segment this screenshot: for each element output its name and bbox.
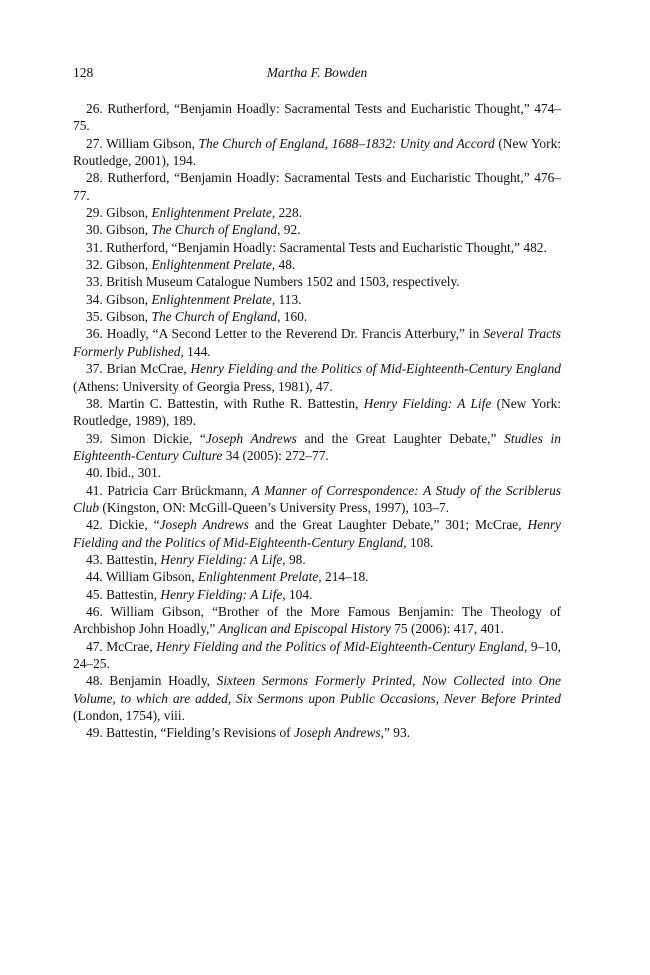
endnote-number: 46.: [86, 603, 103, 619]
endnote-text: Brian McCrae,: [106, 361, 191, 377]
endnote-text: William Gibson, “Brother of the More Famous Benjamin: The Theology of Archbishop John Hoadly,”: [73, 603, 561, 637]
endnote-text: Patricia Carr Brückmann,: [107, 482, 252, 498]
endnote-title-italic: Enlightenment Prelate: [151, 291, 272, 307]
running-head-author: Martha F. Bowden: [266, 65, 368, 80]
endnote-number: 26.: [86, 101, 103, 116]
endnote-title-italic: Henry Fielding: A Life,: [160, 586, 286, 602]
endnote-text: Battestin, “Fielding’s Revisions of: [106, 725, 294, 741]
endnote: [73, 291, 561, 308]
endnote: [73, 360, 561, 395]
endnote-text: (New York: Routledge, 1989), 189.: [73, 395, 561, 429]
endnote-text: Gibson,: [106, 205, 152, 221]
endnote-text: , 113.: [271, 291, 302, 307]
endnote: [73, 239, 561, 256]
endnote-text: ,” 93.: [380, 725, 411, 741]
endnote-title-italic: Enlightenment Prelate,: [197, 569, 322, 585]
endnote-number: 41.: [86, 482, 103, 498]
endnote-title-italic: Henry Fielding and the Politics of Mid-Eighteenth-Century England: [190, 361, 561, 377]
endnote-number: 45.: [86, 586, 103, 602]
endnote-text: William Gibson,: [106, 135, 199, 151]
endnote-text: Martin C. Battestin, with Ruthe R. Battestin,: [108, 395, 364, 411]
endnote: [73, 135, 561, 170]
endnote-text: and the Great Laughter Debate,” 301; McCrae,: [248, 517, 528, 533]
endnote-number: 49.: [86, 725, 103, 741]
endnote-text: Gibson,: [106, 309, 152, 325]
endnotes-list: [73, 100, 561, 742]
endnote-number: 29.: [86, 205, 103, 221]
endnote-number: 37.: [86, 361, 103, 377]
endnote-title-italic: Joseph Andrews: [159, 517, 249, 533]
endnote: [73, 308, 561, 325]
endnote-title-italic: Henry Fielding and the Politics of Mid-Eighteenth-Century England: [73, 517, 561, 550]
endnote-title-italic: Studies in Eighteenth-Century Culture: [73, 430, 561, 463]
endnote-number: 38.: [86, 395, 103, 411]
endnote-text: Hoadly, “A Second Letter to the Reverend Dr. Francis Atterbury,” in: [106, 326, 484, 342]
endnote-text: , 92.: [277, 222, 301, 238]
endnote: [73, 221, 561, 238]
endnote-text: 104.: [285, 586, 313, 602]
endnote-text: Gibson,: [106, 257, 152, 273]
endnote-text: 98.: [285, 551, 306, 567]
endnote: [73, 204, 561, 221]
endnote: [73, 100, 561, 135]
endnote: [73, 672, 561, 724]
endnote-text: (Kingston, ON: McGill-Queen’s University Press, 1997), 103–7.: [99, 499, 450, 515]
endnote-text: Dickie, “: [108, 517, 160, 533]
endnote-text: 34 (2005): 272–77.: [222, 447, 329, 463]
endnote-number: 31.: [86, 239, 103, 255]
endnote-title-italic: The Church of England, 1688–1832: Unity and Accord: [198, 135, 495, 151]
endnote-title-italic: Henry Fielding: A Life,: [160, 551, 286, 567]
endnote-number: 42.: [86, 517, 103, 533]
endnote-title-italic: Enlightenment Prelate: [151, 257, 272, 273]
endnote-text: Gibson,: [106, 291, 152, 307]
endnote-number: 30.: [86, 222, 103, 238]
endnote-title-italic: Enlightenment Prelate,: [151, 205, 276, 221]
endnote-text: Battestin,: [106, 586, 161, 602]
endnote-text: Battestin,: [106, 551, 161, 567]
endnote-number: 33.: [86, 274, 103, 290]
endnote-text: McCrae,: [106, 638, 157, 654]
endnote: [73, 395, 561, 430]
endnote-text: 75 (2006): 417, 401.: [390, 621, 504, 637]
endnote: [73, 256, 561, 273]
endnote-number: 44.: [86, 569, 103, 585]
endnote-title-italic: Anglican and Episcopal History: [218, 621, 391, 637]
endnote: [73, 430, 561, 465]
endnote: [73, 638, 561, 673]
endnote-number: 34.: [86, 291, 103, 307]
endnote-number: 35.: [86, 309, 103, 325]
endnote-text: Rutherford, “Benjamin Hoadly: Sacramental Tests and Eucharistic Thought,” 482.: [106, 239, 547, 255]
endnote-title-italic: Several Tracts Formerly Published: [73, 326, 561, 359]
endnote-number: 40.: [86, 465, 103, 481]
endnote-title-italic: Joseph Andrews: [293, 725, 381, 741]
endnote: [73, 568, 561, 585]
endnote-number: 39.: [86, 430, 103, 446]
endnote-number: 36.: [86, 326, 103, 342]
endnote: [73, 516, 561, 551]
endnote-text: (New York: Routledge, 2001), 194.: [73, 135, 562, 169]
endnote: [73, 603, 561, 638]
endnote-text: Simon Dickie, “: [110, 430, 206, 446]
endnote-text: , 9–10, 24–25.: [73, 638, 561, 671]
endnote-text: (Athens: University of Georgia Press, 1981), 47.: [73, 378, 333, 394]
endnote-text: , 160.: [277, 309, 308, 325]
endnote-title-italic: The Church of England: [151, 309, 278, 325]
endnote-number: 47.: [86, 638, 103, 654]
endnote: [73, 586, 561, 603]
endnote-text: William Gibson,: [105, 569, 198, 585]
endnote-title-italic: Henry Fielding: A Life: [363, 395, 492, 411]
endnote-text: , 108.: [403, 534, 434, 550]
endnote: [73, 325, 561, 360]
endnote-text: , 48.: [271, 257, 296, 273]
endnote: [73, 724, 561, 741]
endnote-number: 43.: [86, 551, 103, 567]
endnote-text: British Museum Catalogue Numbers 1502 and 1503, respectively.: [106, 274, 460, 290]
endnote-title-italic: Sixteen Sermons Formerly Printed, Now Collected into One Volume, to which are added, Six Sermons upon Public Occasions, Never Before Printed: [73, 673, 561, 706]
endnote: [73, 464, 561, 481]
page-number: 128: [73, 65, 94, 80]
endnote-text: 228.: [275, 205, 302, 221]
endnote-text: Gibson,: [106, 222, 152, 238]
endnote-text: Benjamin Hoadly,: [109, 673, 217, 689]
endnote-title-italic: Henry Fielding and the Politics of Mid-Eighteenth-Century England: [156, 638, 525, 654]
endnote: [73, 273, 561, 290]
endnote-text: Rutherford, “Benjamin Hoadly: Sacramental Tests and Eucharistic Thought,” 476–77.: [73, 170, 561, 203]
endnote-number: 27.: [86, 135, 103, 151]
endnote-text: 214–18.: [321, 569, 369, 585]
endnote: [73, 482, 561, 517]
endnote-text: Ibid., 301.: [106, 465, 162, 481]
endnote-text: , 144.: [180, 343, 211, 359]
endnote: [73, 169, 561, 204]
endnote-number: 48.: [86, 673, 103, 689]
endnote-text: (London, 1754), viii.: [73, 708, 185, 724]
endnote-title-italic: A Manner of Correspondence: A Study of the Scriblerus Club: [73, 482, 561, 515]
endnote-title-italic: Joseph Andrews: [205, 430, 297, 446]
endnote-number: 32.: [86, 257, 103, 273]
endnote-text: and the Great Laughter Debate,”: [296, 430, 505, 446]
endnote-title-italic: The Church of England: [151, 222, 278, 238]
endnote-number: 28.: [86, 170, 103, 186]
endnote: [73, 551, 561, 568]
endnote-text: Rutherford, “Benjamin Hoadly: Sacramental Tests and Eucharistic Thought,” 474–75.: [73, 101, 561, 134]
